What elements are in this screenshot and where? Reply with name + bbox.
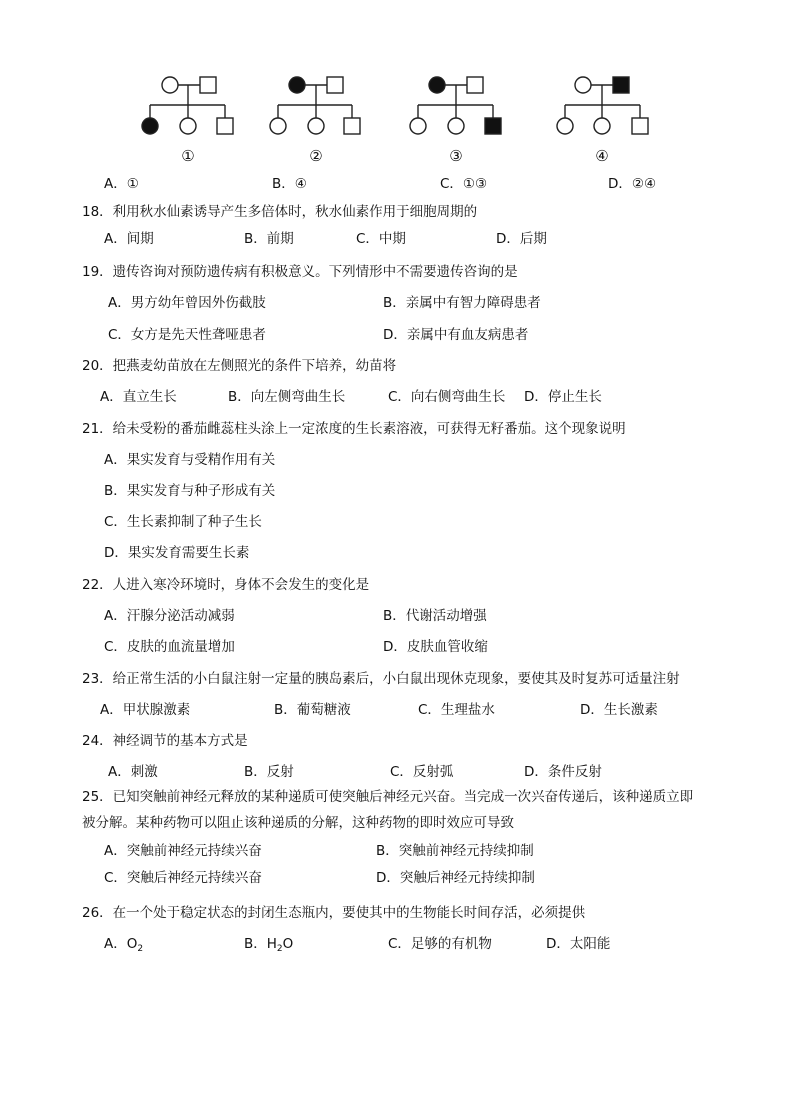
q20-option-c[interactable]: C．向右侧弯曲生长 xyxy=(388,389,506,405)
parent-male xyxy=(327,77,343,93)
q21-option-d[interactable]: D．果实发育需要生长素 xyxy=(104,545,250,561)
q17-option-d[interactable]: D．②④ xyxy=(608,176,657,192)
child-female xyxy=(594,118,610,134)
q25-stem-line-1: 25．已知突触前神经元释放的某种递质可使突触后神经元兴奋。当完成一次兴奋传递后，该种递质立即 xyxy=(82,789,694,805)
q21-option-a[interactable]: A．果实发育与受精作用有关 xyxy=(104,452,276,468)
q26-option-a-text: A．O xyxy=(104,936,138,952)
child-affected-male xyxy=(485,118,501,134)
child-male xyxy=(217,118,233,134)
q19-stem: 19．遗传咨询对预防遗传病有积极意义。下列情形中不需要遗传咨询的是 xyxy=(82,264,518,280)
parent-affected-male xyxy=(613,77,629,93)
q19-option-c[interactable]: C．女方是先天性聋哑患者 xyxy=(108,327,266,343)
q24-option-d[interactable]: D．条件反射 xyxy=(524,764,602,780)
parent-female xyxy=(162,77,178,93)
pedigree-figures xyxy=(0,60,790,170)
q23-option-c[interactable]: C．生理盐水 xyxy=(418,702,495,718)
parent-male xyxy=(467,77,483,93)
q25-option-c[interactable]: C．突触后神经元持续兴奋 xyxy=(104,870,262,886)
q20-stem: 20．把燕麦幼苗放在左侧照光的条件下培养，幼苗将 xyxy=(82,358,397,374)
parent-male xyxy=(200,77,216,93)
child-male xyxy=(632,118,648,134)
child-female xyxy=(557,118,573,134)
child-female xyxy=(180,118,196,134)
q20-option-d[interactable]: D．停止生长 xyxy=(524,389,602,405)
pedigree-label-3: ③ xyxy=(449,147,463,165)
q20-option-a[interactable]: A．直立生长 xyxy=(100,389,177,405)
q24-option-c[interactable]: C．反射弧 xyxy=(390,764,454,780)
pedigree-label-4: ④ xyxy=(595,147,609,165)
q25-stem-line-2: 被分解。某种药物可以阻止该种递质的分解，这种药物的即时效应可导致 xyxy=(82,815,514,831)
q22-option-a[interactable]: A．汗腺分泌活动减弱 xyxy=(104,608,235,624)
q26-option-c[interactable]: C．足够的有机物 xyxy=(388,936,492,952)
pedigree-label-1: ① xyxy=(181,147,195,165)
q26-option-b-text: B．H xyxy=(244,936,277,952)
pedigree-3 xyxy=(410,77,501,134)
q18-option-c[interactable]: C．中期 xyxy=(356,231,406,247)
child-affected-female xyxy=(142,118,158,134)
q25-option-d[interactable]: D．突触后神经元持续抑制 xyxy=(376,870,535,886)
q26-option-d[interactable]: D．太阳能 xyxy=(546,936,611,952)
q17-option-b[interactable]: B．④ xyxy=(272,176,307,192)
q19-option-b[interactable]: B．亲属中有智力障碍患者 xyxy=(383,295,541,311)
child-male xyxy=(344,118,360,134)
q23-option-a[interactable]: A．甲状腺激素 xyxy=(100,702,191,718)
q21-option-c[interactable]: C．生长素抑制了种子生长 xyxy=(104,514,262,530)
q25-option-a[interactable]: A．突触前神经元持续兴奋 xyxy=(104,843,262,859)
parent-affected-female xyxy=(429,77,445,93)
q21-option-b[interactable]: B．果实发育与种子形成有关 xyxy=(104,483,276,499)
q24-option-b[interactable]: B．反射 xyxy=(244,764,294,780)
q26-option-a[interactable] xyxy=(104,934,143,959)
q23-option-d[interactable]: D．生长激素 xyxy=(580,702,658,718)
q22-option-c[interactable]: C．皮肤的血流量增加 xyxy=(104,639,235,655)
q24-option-a[interactable]: A．刺激 xyxy=(108,764,158,780)
q23-stem: 23．给正常生活的小白鼠注射一定量的胰岛素后，小白鼠出现休克现象，要使其及时复苏可适量注射 xyxy=(82,671,680,687)
pedigree-4 xyxy=(557,77,648,134)
q17-option-a[interactable]: A．① xyxy=(104,176,139,192)
q19-option-a[interactable]: A．男方幼年曾因外伤截肢 xyxy=(108,295,266,311)
q19-option-d[interactable]: D．亲属中有血友病患者 xyxy=(383,327,529,343)
q22-stem: 22．人进入寒冷环境时，身体不会发生的变化是 xyxy=(82,577,370,593)
q20-option-b[interactable]: B．向左侧弯曲生长 xyxy=(228,389,346,405)
pedigree-2 xyxy=(270,77,360,134)
q17-option-c[interactable]: C．①③ xyxy=(440,176,488,192)
q22-option-b[interactable]: B．代谢活动增强 xyxy=(383,608,487,624)
pedigree-1 xyxy=(142,77,233,134)
q26-option-b[interactable] xyxy=(244,934,293,959)
parent-female xyxy=(575,77,591,93)
pedigree-svg xyxy=(0,60,790,170)
q26-stem: 26．在一个处于稳定状态的封闭生态瓶内，要使其中的生物能长时间存活，必须提供 xyxy=(82,905,586,921)
q18-stem: 18．利用秋水仙素诱导产生多倍体时，秋水仙素作用于细胞周期的 xyxy=(82,204,478,220)
q23-option-b[interactable]: B．葡萄糖液 xyxy=(274,702,351,718)
child-female xyxy=(270,118,286,134)
child-female xyxy=(448,118,464,134)
q21-stem: 21．给未受粉的番茄雌蕊柱头涂上一定浓度的生长素溶液，可获得无籽番茄。这个现象说明 xyxy=(82,421,626,437)
q26-option-a-subscript: 2 xyxy=(137,944,144,954)
child-female xyxy=(410,118,426,134)
q24-stem: 24．神经调节的基本方式是 xyxy=(82,733,248,749)
pedigree-label-2: ② xyxy=(309,147,323,165)
q18-option-a[interactable]: A．间期 xyxy=(104,231,154,247)
q26-option-b-suffix: O xyxy=(282,936,294,952)
q22-option-d[interactable]: D．皮肤血管收缩 xyxy=(383,639,488,655)
q18-option-d[interactable]: D．后期 xyxy=(496,231,547,247)
child-female xyxy=(308,118,324,134)
q25-option-b[interactable]: B．突触前神经元持续抑制 xyxy=(376,843,534,859)
q18-option-b[interactable]: B．前期 xyxy=(244,231,294,247)
q26-option-b-subscript: 2 xyxy=(276,944,283,954)
parent-affected-female xyxy=(289,77,305,93)
